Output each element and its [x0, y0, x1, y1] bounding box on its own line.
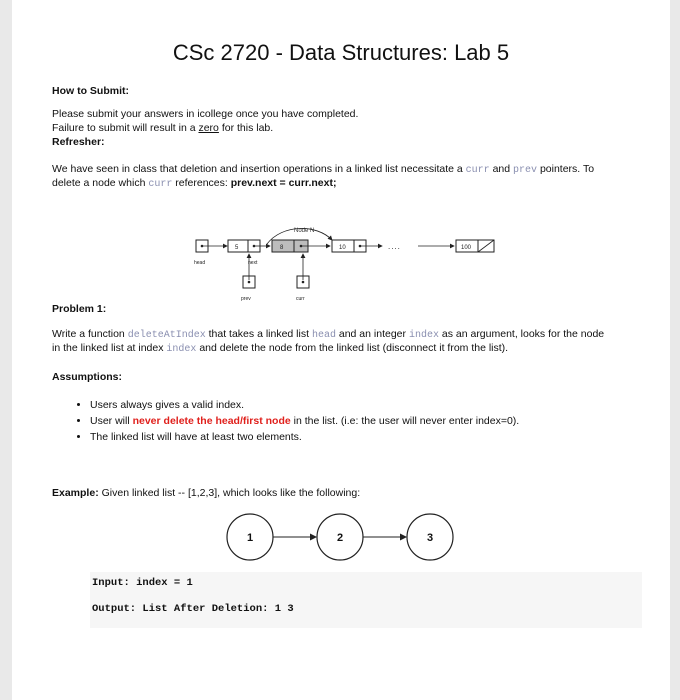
- how-to-submit-heading: How to Submit:: [52, 85, 129, 97]
- node-8-value: 8: [280, 245, 284, 251]
- next-label: next: [248, 260, 258, 266]
- assumption-no-head-delete: • User will never delete the head/first node in the list. (i.e: the user will never enter index=0).: [90, 413, 650, 429]
- linked-list-diagram: [182, 220, 512, 304]
- node-n-label: Node N: [294, 228, 315, 234]
- node-100-value: 100: [461, 245, 472, 251]
- document-page: [12, 0, 670, 700]
- submit-instructions: Please submit your answers in icollege once you have completed.: [52, 108, 359, 120]
- head-label: head: [194, 260, 206, 266]
- viewer-left-margin: [0, 0, 12, 700]
- page-title: CSc 2720 - Data Structures: Lab 5: [172, 40, 510, 65]
- example-list-diagram: [222, 507, 462, 567]
- example-text: Example: Given linked list -- [1,2,3], which looks like the following:: [52, 487, 361, 499]
- problem-heading: Problem 1:: [52, 303, 107, 315]
- node-5-value: 5: [235, 245, 239, 251]
- example-node-3-value: 3: [426, 532, 434, 544]
- assumption-two-elements: • The linked list will have at least two elements.: [90, 429, 650, 445]
- refresher-line-2: delete a node which curr references: prev.next = curr.next;: [52, 177, 337, 190]
- ellipsis: ....: [388, 242, 401, 251]
- submit-warning: Failure to submit will result in a zero for this lab.: [52, 122, 274, 134]
- problem-line-1: Write a function deleteAtIndex that takes a linked list head and an integer index as an argument, looks for the node: [52, 328, 605, 341]
- refresher-line-1: We have seen in class that deletion and insertion operations in a linked list necessitate a curr and prev pointers. To: [52, 163, 595, 176]
- curr-label: curr: [296, 296, 305, 302]
- refresher-heading: Refresher:: [52, 136, 105, 148]
- prev-label: prev: [241, 296, 251, 302]
- zero-emphasis: zero: [198, 122, 219, 134]
- node-10-value: 10: [339, 245, 346, 251]
- deletion-statement: prev.next = curr.next;: [230, 177, 337, 189]
- viewer-right-margin: [670, 0, 680, 700]
- assumptions-list: [72, 397, 650, 445]
- example-node-2-value: 2: [336, 532, 344, 544]
- example-node-1-value: 1: [246, 532, 254, 544]
- example-input: Input: index = 1: [92, 577, 193, 589]
- assumptions-heading: Assumptions:: [52, 371, 123, 383]
- assumption-valid-index: • Users always gives a valid index.: [90, 397, 650, 413]
- example-output: Output: List After Deletion: 1 3: [92, 603, 294, 615]
- problem-line-2: in the linked list at index index and delete the node from the linked list (disconnect it from the list).: [52, 342, 509, 355]
